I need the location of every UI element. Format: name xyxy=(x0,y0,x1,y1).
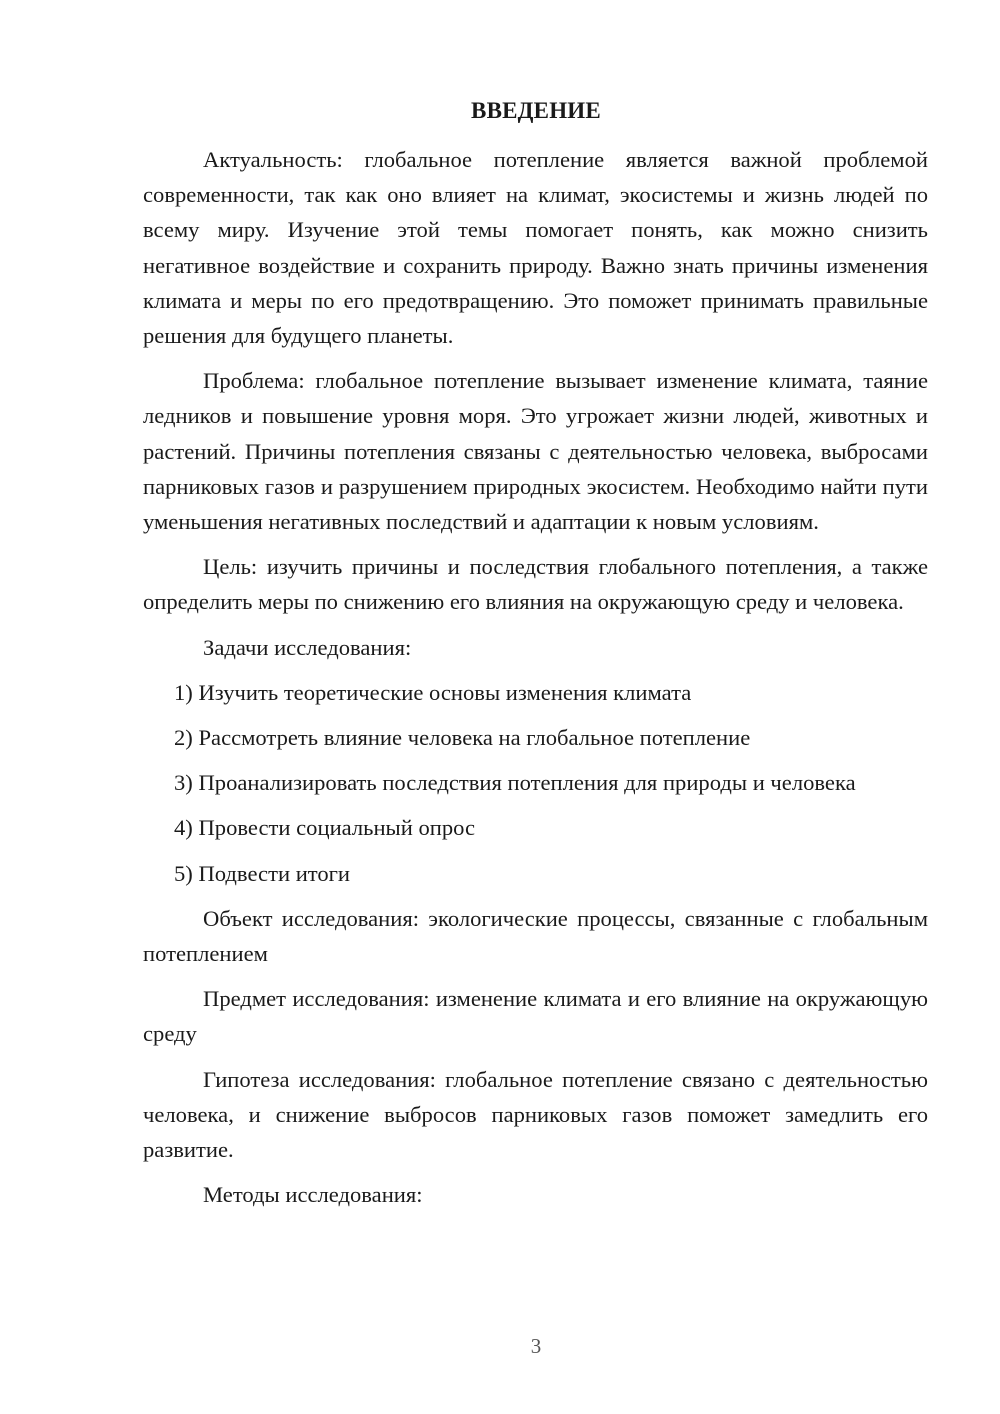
task-item: 1) Изучить теоретические основы изменения климата xyxy=(174,679,692,705)
research-subject-paragraph: Предмет исследования: изменение климата и его влияние на окружающую среду xyxy=(143,986,928,1047)
tasks-heading: Задачи исследования: xyxy=(203,634,412,660)
task-item: 5) Подвести итоги xyxy=(174,860,351,886)
task-item: 4) Провести социальный опрос xyxy=(174,815,476,841)
tasks-list xyxy=(143,675,928,891)
research-methods-heading: Методы исследования: xyxy=(203,1182,423,1208)
relevance-paragraph: Актуальность: глобальное потепление является важной проблемой современности, так как оно влияет на климат, экосистемы и жизнь людей по всему миру. Изучение этой темы помогает понять, как можно снизить негативное воздействие и сохранить природу. Важно знать причины изменения климата и меры по его предотвращению. Это поможет принимать правильные решения для будущего планеты. xyxy=(143,147,928,349)
goal-paragraph: Цель: изучить причины и последствия глобального потепления, а также определить меры по снижению его влияния на окружающую среду и человека. xyxy=(143,554,928,615)
research-object-paragraph: Объект исследования: экологические процессы, связанные с глобальным потеплением xyxy=(143,905,928,967)
task-item: 3) Проанализировать последствия потепления для природы и человека xyxy=(174,770,856,796)
document-body xyxy=(143,142,928,1222)
page-number: 3 xyxy=(530,1334,542,1358)
research-hypothesis-paragraph: Гипотеза исследования: глобальное потепление связано с деятельностью человека, и снижение выбросов парниковых газов поможет замедлить его развитие. xyxy=(143,1066,928,1163)
task-item: 2) Рассмотреть влияние человека на глобальное потепление xyxy=(174,725,751,751)
page-title: ВВЕДЕНИЕ xyxy=(471,98,601,123)
problem-paragraph: Проблема: глобальное потепление вызывает изменение климата, таяние ледников и повышение уровня моря. Это угрожает жизни людей, животных и растений. Причины потепления связаны с деятельностью человека, выбросами парниковых газов и разрушением природных экосистем. Необходимо найти пути уменьшения негативных последствий и адаптации к новым условиям. xyxy=(143,368,928,535)
